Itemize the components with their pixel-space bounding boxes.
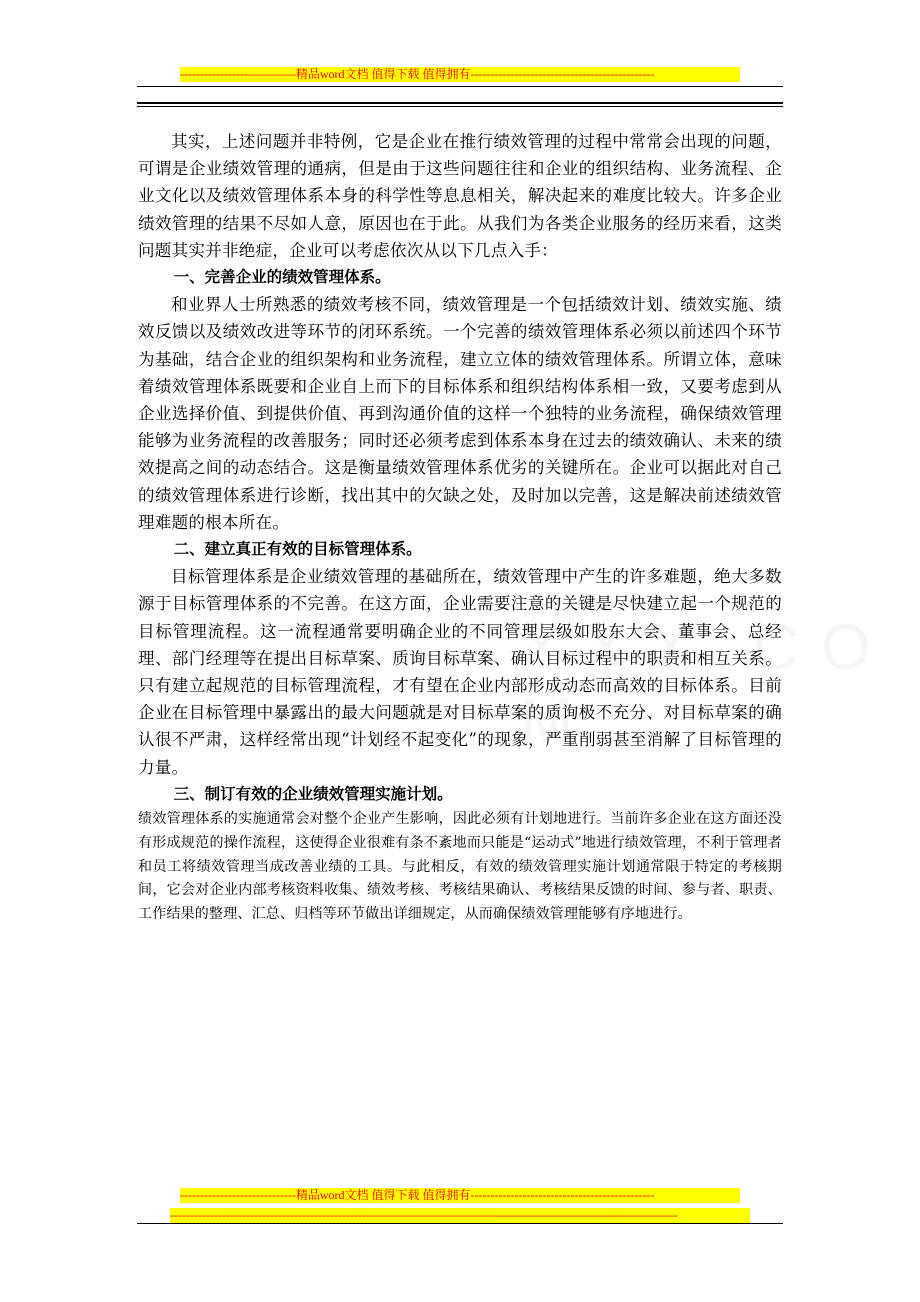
header-banner: -----------------------------精品word文档 值得下载 值得拥有---------------------------------------------- — [180, 67, 740, 82]
footer-banner: -----------------------------精品word文档 值得下载 值得拥有---------------------------------------------- — [180, 1188, 740, 1203]
document-body — [138, 128, 782, 927]
section-paragraph-1: 和业界人士所熟悉的绩效考核不同，绩效管理是一个包括绩效计划、绩效实施、绩效反馈以及绩效改进等环节的闭环系统。一个完善的绩效管理体系必须以前述四个环节为基础，结合企业的组织架构和业务流程，建立立体的绩效管理体系。所谓立体，意味着绩效管理体系既要和企业自上而下的目标体系和组织结构体系相一致，又要考虑到从企业选择价值、到提供价值、再到沟通价值的这样一个独特的业务流程，确保绩效管理能够为业务流程的改善服务；同时还必须考虑到体系本身在过去的绩效确认、未来的绩效提高之间的动态结合。这是衡量绩效管理体系优劣的关键所在。企业可以据此对自己的绩效管理体系进行诊断，找出其中的欠缺之处，及时加以完善，这是解决前述绩效管理难题的根本所在。 — [138, 295, 782, 532]
section-heading-3: 三、制订有效的企业绩效管理实施计划。 — [173, 784, 453, 803]
footer-rule — [137, 1223, 783, 1224]
section-paragraph-3: 绩效管理体系的实施通常会对整个企业产生影响，因此必须有计划地进行。当前许多企业在这方面还没有形成规范的操作流程，这使得企业很难有条不紊地而只能是“运动式”地进行绩效管理，不利于管理者和员工将绩效管理当成改善业绩的工具。与此相反，有效的绩效管理实施计划通常限于特定的考核期间，它会对企业内部考核资料收集、绩效考核、考核结果确认、考核结果反馈的时间、参与者、职责、工作结果的整理、汇总、归档等环节做出详细规定，从而确保绩效管理能够有序地进行。 — [138, 811, 782, 923]
intro-paragraph: 其实，上述问题并非特例，它是企业在推行绩效管理的过程中常常会出现的问题，可谓是企业绩效管理的通病，但是由于这些问题往往和企业的组织结构、业务流程、企业文化以及绩效管理体系本身的科学性等息息相关，解决起来的难度比较大。许多企业绩效管理的结果不尽如人意，原因也在于此。从我们为各类企业服务的经历来看，这类问题其实并非绝症，企业可以考虑依次从以下几点入手： — [138, 132, 782, 260]
section-heading-1: 一、完善企业的绩效管理体系。 — [173, 268, 391, 287]
section-paragraph-2: 目标管理体系是企业绩效管理的基础所在，绩效管理中产生的许多难题，绝大多数源于目标管理体系的不完善。在这方面，企业需要注意的关键是尽快建立起一个规范的目标管理流程。这一流程通常要明确企业的不同管理层级如股东大会、董事会、总经理、部门经理等在提出目标草案、质询目标草案、确认目标过程中的职责和相互关系。只有建立起规范的目标管理流程，才有望在企业内部形成动态而高效的目标体系。目前企业在目标管理中暴露出的最大问题就是对目标草案的质询极不充分、对目标草案的确认很不严肃，这样经常出现“计划经不起变化”的现象，严重削弱甚至消解了目标管理的力量。 — [138, 567, 782, 777]
header-rule-under — [137, 106, 783, 107]
header-rule-thick — [137, 102, 783, 104]
section-heading-2: 二、建立真正有效的目标管理体系。 — [173, 540, 422, 559]
header-rule-thin — [137, 86, 783, 87]
footer-banner-dashes: ------------------------------------------------------------------------------------------------------------------------------- — [170, 1208, 750, 1223]
